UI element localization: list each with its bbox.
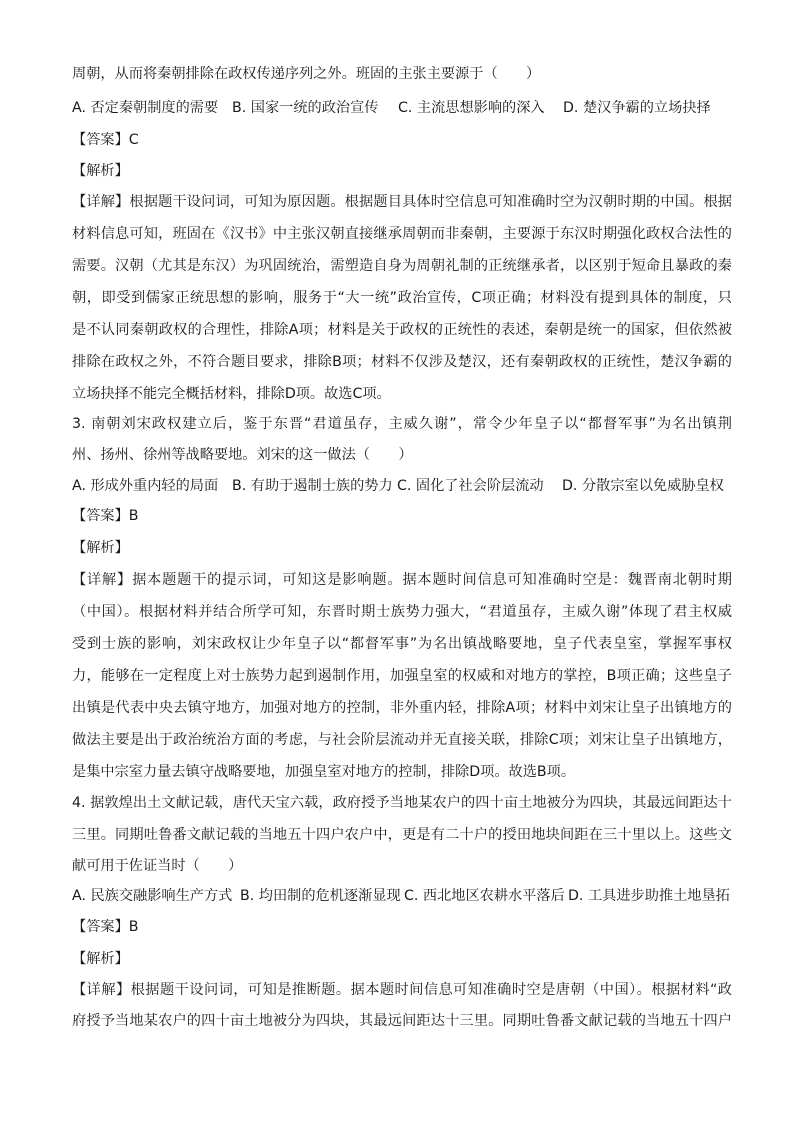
q2-detail-line: 材料信息可知，班固在《汉书》中主张汉朝直接继承周朝而非秦朝，主要源于东汉时期强化政权合法性的 — [72, 226, 732, 242]
q3-option-c: C. 固化了社会阶层流动 — [397, 478, 544, 494]
q2-detail-line: 需要。汉朝（尤其是东汉）为巩固统治，需塑造自身为周朝礼制的正统继承者，以区别于短命且暴政的秦 — [72, 258, 732, 274]
q4-answer: 【答案】B — [72, 919, 139, 935]
q4-detail-line: 【详解】根据题干设问词，可知是推断题。据本题时间信息可知准确时空是唐朝（中国）。根据材料“政 — [72, 982, 732, 998]
q3-stem-line: 州、扬州、徐州等战略要地。刘宋的这一做法（ ） — [72, 447, 413, 463]
q3-answer: 【答案】B — [72, 508, 139, 524]
q2-detail-line: 【详解】根据题干设问词，可知为原因题。根据题目具体时空信息可知准确时空为汉朝时期的中国。根据 — [72, 194, 732, 210]
q3-analysis-label: 【解析】 — [72, 540, 129, 556]
q3-detail-line: 【详解】据本题题干的提示词，可知这是影响题。据本题时间信息可知准确时空是：魏晋南北朝时期 — [72, 572, 732, 588]
q2-detail-line: 朝，即受到儒家正统思想的影响，服务于“大一统”政治宣传，C项正确；材料没有提到具体的制度，只 — [72, 290, 732, 306]
q3-option-d: D. 分散宗室以免威胁皇权 — [562, 478, 724, 494]
q3-detail-line: （中国）。根据材料并结合所学可知，东晋时期士族势力强大，“君道虽存，主威久谢”体现了君主权威 — [72, 604, 732, 620]
q3-option-a: A. 形成外重内轻的局面 — [72, 478, 219, 494]
q4-options — [72, 886, 732, 906]
q4-detail-line: 府授予当地某农户的四十亩土地被分为四块，其最远间距达十三里。同期吐鲁番文献记载的当地五十四户 — [72, 1013, 732, 1029]
q3-stem-line: 3. 南朝刘宋政权建立后，鉴于东晋“君道虽存，主威久谢”，常令少年皇子以“都督军事”为名出镇荆 — [72, 416, 732, 432]
q2-option-a: A. 否定秦朝制度的需要 — [72, 100, 219, 116]
q4-option-b: B. 均田制的危机逐渐显现 — [240, 888, 401, 904]
q2-analysis-label: 【解析】 — [72, 163, 129, 179]
q4-option-a: A. 民族交融影响生产方式 — [72, 888, 233, 904]
q2-option-d: D. 楚汉争霸的立场抉择 — [563, 100, 711, 116]
q2-options — [72, 98, 732, 118]
q2-option-b: B. 国家一统的政治宣传 — [232, 100, 379, 116]
q3-detail-line: 力，能够在一定程度上对士族势力起到遏制作用，加强皇室的权威和对地方的掌控，B项正确；这些皇子 — [72, 668, 732, 684]
q4-option-d: D. 工具进步助推土地垦拓 — [568, 888, 730, 904]
q4-analysis-label: 【解析】 — [72, 951, 129, 967]
q2-detail-line: 是不认同秦朝政权的合理性，排除A项；材料是关于政权的正统性的表述，秦朝是统一的国家，但依然被 — [72, 322, 732, 338]
q3-detail-line: 做法主要是出于政治统治方面的考虑，与社会阶层流动并无直接关联，排除C项；刘宋让皇子出镇地方， — [72, 732, 732, 748]
q4-option-c: C. 西北地区农耕水平落后 — [404, 888, 565, 904]
q2-answer: 【答案】C — [72, 132, 139, 148]
q4-stem-line: 4. 据敦煌出土文献记载，唐代天宝六载，政府授予当地某农户的四十亩土地被分为四块，其最远间距达十 — [72, 795, 732, 811]
q3-option-b: B. 有助于遏制士族的势力 — [232, 478, 393, 494]
q2-detail-line: 排除在政权之外，不符合题目要求，排除B项；材料不仅涉及楚汉，还有秦朝政权的正统性，楚汉争霸的 — [72, 354, 732, 370]
q2-stem-tail: 周朝，从而将秦朝排除在政权传递序列之外。班固的主张主要源于（ ） — [72, 66, 541, 82]
q2-option-c: C. 主流思想影响的深入 — [398, 100, 545, 116]
q3-detail-line: 是集中宗室力量去镇守战略要地，加强皇室对地方的控制，排除D项。故选B项。 — [72, 764, 576, 780]
q3-options — [72, 476, 732, 496]
q2-detail-line: 立场抉择不能完全概括材料，排除D项。故选C项。 — [72, 386, 391, 402]
q4-stem-line: 献可用于佐证当时（ ） — [72, 858, 243, 874]
q3-detail-line: 受到士族的影响，刘宋政权让少年皇子以“都督军事”为名出镇战略要地，皇子代表皇室，掌握军事权 — [72, 636, 732, 652]
q3-detail-line: 出镇是代表中央去镇守地方，加强对地方的控制，非外重内轻，排除A项；材料中刘宋让皇子出镇地方的 — [72, 700, 732, 716]
q4-stem-line: 三里。同期吐鲁番文献记载的当地五十四户农户中，更是有二十户的授田地块间距在三十里以上。这些文 — [72, 827, 732, 843]
